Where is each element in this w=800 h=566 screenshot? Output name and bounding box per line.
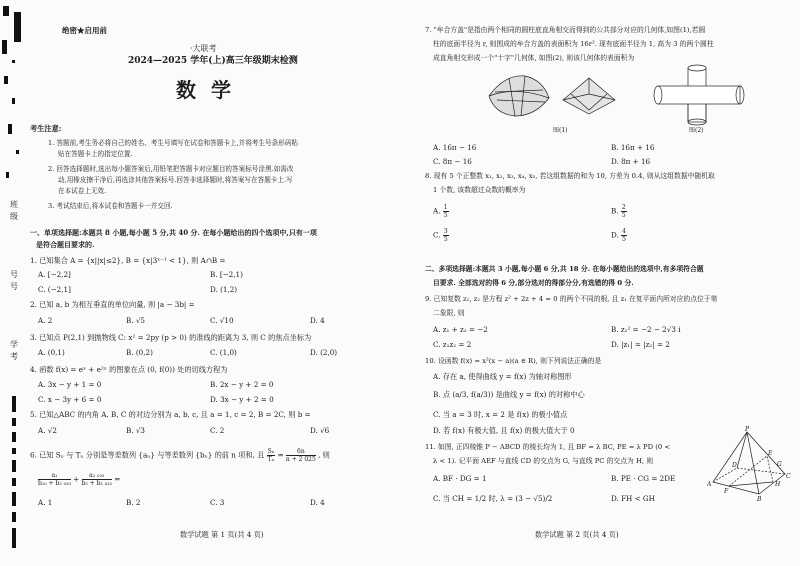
fraction [286,448,316,463]
fraction-numerator: 4 [622,228,626,235]
pyramid-figure [707,426,791,502]
equals-sign: = [114,474,121,484]
fraction [38,472,71,487]
section-heading: 是符合题目要求的. [36,240,95,249]
figure-1 [485,70,635,122]
fraction-denominator: n + 2 025 [285,456,316,463]
question-stem: 1 个数, 该数超过众数的概率为 [433,186,526,194]
side-label: 考 [10,352,18,361]
option: C. 8π − 16 [433,157,472,166]
option: D. 8π + 16 [611,157,651,166]
fraction-numerator: a₁ [38,472,71,480]
mouhe-fanggai-figure-b [563,78,615,114]
option: C. z₁z₂ = 2 [433,340,472,349]
notice-line: 动,用橡皮擦干净后,再选涂其他答案标号.回答非选择题时,将答案写在答题卡上.写 [58,176,293,184]
notice-line: 贴在答题卡上的指定位置. [58,150,133,158]
side-label: 级 [10,212,18,221]
question-stem: 成直角相交形成一个"十字"几何体, 如图(2), 则该几何体的表面积为 [433,54,635,62]
option: B. 2 [126,498,141,507]
fraction-denominator: Tₙ [267,456,275,463]
question-stem-text: 6. 已知 Sₙ 与 Tₙ 分别是等差数列 {aₙ} 与等差数列 {bₙ} 的前 n 项和, 且 [30,450,265,460]
option: C. 2 [210,426,225,435]
fig-label-F: F [724,488,729,495]
option: C. √10 [210,316,234,325]
option: B. (0,2) [126,348,153,357]
fraction [443,204,449,219]
question-stem: 柱的底面半径为 r, 则围成的牟合方盖的表面积为 16r². 现有底面半径为 1, 高为 3 的两个圆柱 [433,40,714,48]
fraction-numerator: a₂ ₀₂₅ [82,472,112,480]
option [433,228,449,243]
figure-caption: 图(2) [689,127,704,134]
scan-mark [12,432,16,442]
option: A. BF · DG = 1 [433,474,487,483]
notice-line: 在本试卷上无效. [58,187,107,195]
fraction-denominator: 5 [443,236,448,243]
option: C. x − 3y + 6 = 0 [38,395,102,404]
option-label: B. [611,206,619,216]
notice-heading: 考生注意: [30,124,62,133]
question-stem: λ < 1). 记平面 AEF 与直线 CD 的交点为 G, 与直线 PC 的交点为 H, 则 [433,457,654,465]
option: C. 当 a = 3 时, x = 2 是 f(x) 的极小值点 [433,410,568,419]
option: D. √6 [310,426,330,435]
option: A. 1 [38,498,53,507]
option: A. 3x − y + 1 = 0 [38,380,102,389]
side-label: 号 [10,282,18,291]
option [611,228,627,243]
option: B. 16π + 16 [611,143,655,152]
equals-sign: = [277,450,284,460]
option: B. [−2,1) [210,270,243,279]
fraction-denominator: b₁₀ + b₂ ₀₂₀ [38,480,71,487]
plus-sign: + [73,474,80,484]
question-stem: 3. 已知点 P(2,1) 到抛物线 C: x² = 2py (p > 0) 的准线的距离为 3, 则 C 的焦点坐标为 [30,333,312,342]
binding-strip [0,0,24,566]
scan-mark [12,98,15,104]
option: B. PE · CG = 2DE [611,474,676,483]
question-stem: 11. 如图, 正四棱锥 P − ABCD 的棱长均为 1, 且 BF = λ BC, PE = λ PD (0 < [425,443,671,451]
scan-mark [16,150,19,154]
cross-cylinder-figure [654,65,744,125]
option: D. 3x − y + 2 = 0 [210,395,274,404]
option: A. (0,1) [38,348,65,357]
option: B. √3 [126,426,146,435]
figure-2 [650,62,750,126]
section-heading: 二、多项选择题:本题共 3 小题,每小题 6 分,共 18 分. 在每小题给出的选项中,有多项符合题 [425,265,704,273]
scan-mark [12,448,16,454]
scan-mark [4,76,8,84]
option [611,204,627,219]
question-stem: 9. 已知复数 z₁, z₂ 是方程 z² + 2z + 4 = 0 的两个不同的根, 且 z₁ 在复平面内所对应的点位于第 [425,295,718,303]
option: D. |z₁| = |z₂| = 2 [611,340,670,349]
fraction-numerator: 3 [443,228,448,235]
fraction-numerator: 2 [621,204,626,211]
notice-line: 1. 答题前,考生务必将自己的姓名、考生号填写在试卷和答题卡上,并将考生号条形码粘 [48,139,298,147]
option: B. √5 [126,316,146,325]
scan-mark [12,60,15,63]
option: D. 若 f(x) 有极大值, 且 f(x) 的极大值大于 0 [433,426,575,435]
fig-label-C: C [786,473,791,480]
option: A. 16π − 16 [433,143,477,152]
exam-page-2 [425,0,795,566]
figure-caption: 图(1) [553,127,568,134]
scan-mark [12,528,16,548]
option-label: A. [433,206,441,216]
notice-line: 2. 回答选择题时,选出每小题答案后,用铅笔把答题卡对应题目的答案标号涂黑.如需改 [48,165,294,173]
scan-mark [12,460,16,472]
scan-mark [12,396,16,412]
scan-mark [12,492,16,506]
scan-mark [6,172,9,178]
option-label: C. [433,230,441,240]
scan-mark [2,40,7,54]
question-stem: 二象限, 则 [433,309,465,317]
option: C. (−2,1] [38,285,71,294]
option: D. FH < GH [611,494,655,503]
fig-label-B: B [757,496,762,502]
scan-mark [12,418,16,426]
fig-label-H: H [775,481,781,488]
question-stem: 1. 已知集合 A = {x||x|≤2}, B = {x|3ˣ⁻¹ < 1}, 则 A∩B = [30,256,226,265]
question-stem [30,448,330,463]
secret-mark: 绝密★启用前 [62,26,107,35]
section-heading: 一、单项选择题:本题共 8 小题,每小题 5 分,共 40 分. 在每小题给出的四个选项中,只有一项 [30,228,317,237]
side-label: 号 [10,270,18,279]
fraction-numerator: 6n [286,448,316,456]
side-label: 班 [10,200,18,209]
option: D. 4 [310,498,325,507]
page-title: 数 学 [176,78,235,102]
scan-mark [14,12,21,42]
fig-label-A: A [707,481,712,488]
option: C. 当 CH = 1/2 时, λ = (3 − √5)/2 [433,494,553,503]
question-expression [38,472,120,487]
scan-mark [12,512,16,522]
fraction-denominator: 5 [622,236,626,243]
option: B. z₁² = −2 − 2√3 i [611,325,681,334]
side-label: 学 [10,340,18,349]
option: A. √2 [38,426,57,435]
fraction-numerator: Sₙ [267,448,275,455]
scan-mark [3,6,9,16]
option: C. (1,0) [210,348,237,357]
exam-org: ·大联考 [190,44,217,53]
question-stem: 7. "牟合方盖"是指由两个相同的圆柱底直角相交而得到的公共部分对应的几何体,如图(1),若圆 [425,26,706,34]
fraction [621,228,627,243]
fraction-denominator: 5 [443,212,448,219]
exam-page-1 [30,0,396,566]
mouhe-fanggai-figure-a [489,76,549,116]
question-stem-text: , 则 [318,450,330,460]
option [433,204,449,219]
option: D. 4 [310,316,325,325]
option: D. (1,2) [210,285,238,294]
question-stem: 10. 设函数 f(x) = x²(x − a)(a ∈ R), 则下列说法正确的是 [425,357,602,365]
question-stem: 4. 函数 f(x) = eˣ + e²ˣ 的图象在点 (0, f(0)) 处的切线方程为 [30,365,228,374]
fraction-numerator: 1 [443,204,448,211]
question-stem: 8. 现有 5 个正整数 x₁, x₂, x₃, x₄, x₅, 若这组数据的和为 10, 方差为 0.4, 则从这组数据中随机取 [425,172,715,180]
fraction [267,448,276,463]
option-label: D. [611,230,619,240]
option: A. [−2,2] [38,270,71,279]
scan-mark [12,478,16,486]
page-footer: 数学试题 第 2 页(共 4 页) [535,530,619,539]
fraction-denominator: b₅ + b₂ ₀₂₂ [81,480,112,487]
fraction [443,228,449,243]
fraction-denominator: 5 [621,212,626,219]
fig-label-E: E [768,450,773,457]
option: D. (2,0) [310,348,338,357]
page-footer: 数学试题 第 1 页(共 4 页) [180,530,264,539]
fraction [621,204,627,219]
option: B. 2x − y + 2 = 0 [210,380,274,389]
section-heading: 目要求. 全部选对的得 6 分,部分选对的得部分分,有选错的得 0 分. [433,279,634,287]
option: A. z₁ + z₂ = −2 [433,325,488,334]
option: B. 点 (a/3, f(a/3)) 是曲线 y = f(x) 的对称中心 [433,390,585,399]
fig-label-D: D [732,462,737,469]
option: C. 3 [210,498,225,507]
scan-mark [8,124,12,134]
question-stem: 5. 已知△ABC 的内角 A, B, C 的对边分别为 a, b, c, 且 a = 1, c = 2, B = 2C, 则 b = [30,410,311,419]
fraction [82,472,112,487]
fig-label-P: P [745,426,750,433]
exam-title: 2024—2025 学年(上)高三年级期末检测 [128,56,298,66]
option: A. 存在 a, 使得曲线 y = f(x) 为轴对称图形 [433,372,572,381]
question-stem: 2. 已知 a, b 为相互垂直的单位向量, 则 |a − 3b| = [30,300,195,309]
option: A. 2 [38,316,53,325]
notice-line: 3. 考试结束后,将本试卷和答题卡一并交回. [48,202,173,210]
fig-label-G: G [777,461,782,468]
